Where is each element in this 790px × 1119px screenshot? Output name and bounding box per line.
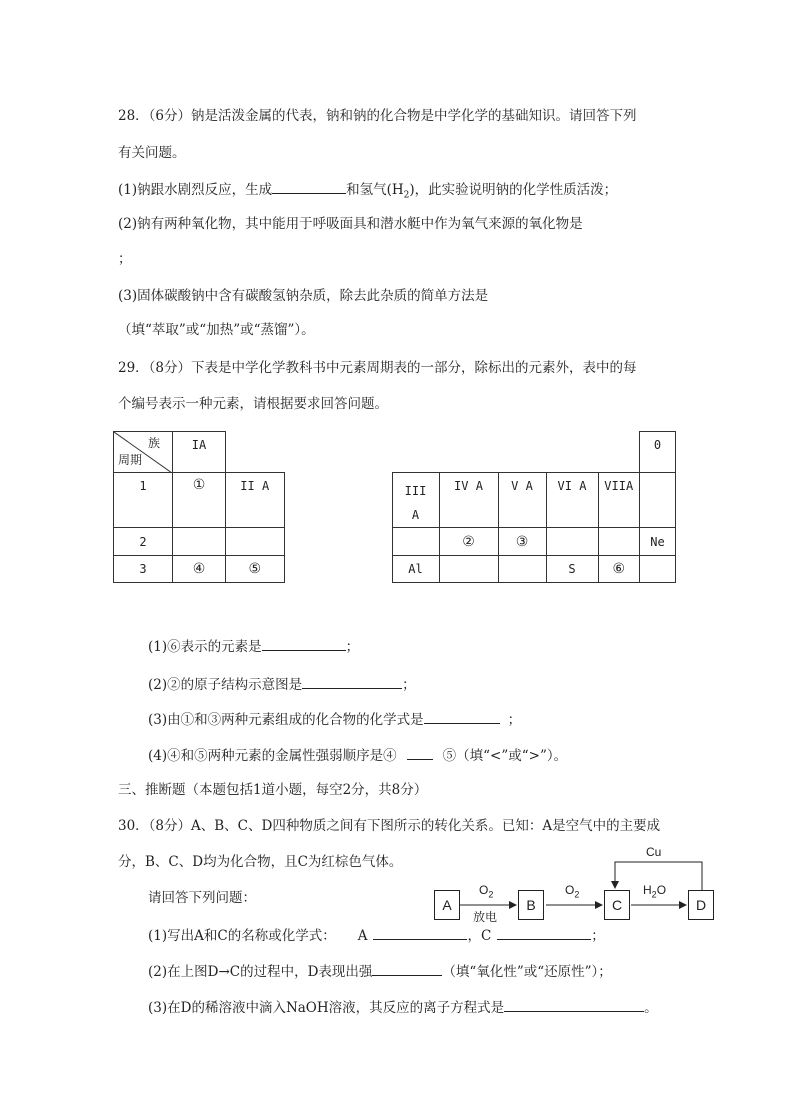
q28-part2: (2)钠有两种氧化物，其中能用于呼吸面具和潜水艇中作为氧气来源的氧化物是 xyxy=(118,216,583,232)
label-o2-second: $O_2$ xyxy=(565,883,580,900)
cell-2-18: Ne xyxy=(640,528,676,556)
q30-sub1: (1)写出A和C的名称或化学式： A ，C ； xyxy=(148,925,605,945)
group-17-header: VIIA xyxy=(598,473,640,528)
q30-header-line2: 分，B、C、D均为化合物，且C为红棕色气体。 xyxy=(118,854,403,870)
q29-sub3: (3)由①和③两种元素组成的化合物的化学式是 ； xyxy=(148,709,521,729)
corner-label-group: 族 xyxy=(147,436,160,450)
node-c: C xyxy=(604,890,630,920)
cell-2-2 xyxy=(226,528,285,556)
periodic-table xyxy=(113,431,676,583)
q30-sub3: (3)在D的稀溶液中滴入NaOH溶液，其反应的离子方程式是 。 xyxy=(148,997,658,1017)
q29-header-line2: 个编号表示一种元素，请根据要求回答问题。 xyxy=(118,396,388,412)
period-1-label: 1 xyxy=(114,473,173,528)
answer-blank[interactable] xyxy=(372,961,442,976)
cell-3-17: ⑥ xyxy=(598,556,640,583)
cell-2-14: ② xyxy=(439,528,498,556)
cell-2-16 xyxy=(546,528,598,556)
cell-1-18 xyxy=(640,473,676,528)
q29-sub1: (1)⑥表示的元素是 ； xyxy=(148,636,359,656)
answer-blank[interactable] xyxy=(262,636,346,651)
answer-blank[interactable] xyxy=(504,997,644,1012)
answer-blank[interactable] xyxy=(373,925,467,940)
q28-part1: (1)钠跟水剧烈反应，生成 和氢气$(H_2)$，此实验说明钠的化学性质活泼； xyxy=(118,179,617,205)
group-14-header: IV A xyxy=(439,473,498,528)
cell-2-15: ③ xyxy=(498,528,546,556)
node-d: D xyxy=(688,890,714,920)
cell-3-2: ⑤ xyxy=(226,556,285,583)
q30-sub2: (2)在上图D→C的过程中，D表现出强 （填“氧化性”或“还原性”）； xyxy=(148,961,612,981)
group-16-header: VI A xyxy=(546,473,598,528)
node-b: B xyxy=(518,890,544,920)
group-1-header: IA xyxy=(173,432,226,473)
label-o2-first: $O_2$ xyxy=(479,883,494,900)
answer-blank[interactable] xyxy=(407,745,433,760)
period-3-label: 3 xyxy=(114,556,173,583)
q29-sub2: (2)②的原子结构示意图是 ； xyxy=(148,674,416,694)
cell-3-16: S xyxy=(546,556,598,583)
q30-prompt: 请回答下列问题： xyxy=(148,890,256,906)
cell-2-1 xyxy=(173,528,226,556)
cell-3-15 xyxy=(498,556,546,583)
cell-1-1: ① xyxy=(173,473,226,528)
cell-2-17 xyxy=(598,528,640,556)
cell-3-14 xyxy=(439,556,498,583)
cell-2-13 xyxy=(392,528,439,556)
group-0-header: 0 xyxy=(640,432,676,473)
label-h2o: $H_2O$ xyxy=(643,883,667,900)
answer-blank[interactable] xyxy=(302,674,402,689)
q28-header-line2: 有关问题。 xyxy=(118,145,186,161)
section-3-heading: 三、推断题（本题包括1道小题，每空2分，共8分） xyxy=(118,782,428,798)
q30-header-line1: 30．（8分）A、B、C、D四种物质之间有下图所示的转化关系。已知：A是空气中的主要成 xyxy=(118,818,661,834)
q28-part2-end: ； xyxy=(118,251,132,267)
q28-part3: (3)固体碳酸钠中含有碳酸氢钠杂质，除去此杂质的简单方法是 xyxy=(118,288,489,304)
cell-3-18 xyxy=(640,556,676,583)
q28-part3-end: （填“萃取”或“加热”或“蒸馏”）。 xyxy=(118,322,315,338)
label-discharge: 放电 xyxy=(473,910,498,924)
label-cu: Cu xyxy=(646,845,662,859)
q29-sub4: (4)④和⑤两种元素的金属性强弱顺序是④ ⑤（填“<”或“>”）。 xyxy=(148,745,567,765)
corner-label-period: 周期 xyxy=(118,453,143,467)
answer-blank[interactable] xyxy=(424,709,500,724)
answer-blank[interactable] xyxy=(272,179,346,194)
group-15-header: V A xyxy=(498,473,546,528)
answer-blank[interactable] xyxy=(497,925,591,940)
group-13-header: III A xyxy=(392,473,439,528)
q29-header-line1: 29．（8分）下表是中学化学教科书中元素周期表的一部分，除标出的元素外，表中的每 xyxy=(118,360,637,376)
q28-header-line1: 28．（6分）钠是活泼金属的代表，钠和钠的化合物是中学化学的基础知识。请回答下列 xyxy=(118,108,637,124)
period-2-label: 2 xyxy=(114,528,173,556)
corner-header-cell xyxy=(114,432,173,473)
cell-3-13: Al xyxy=(392,556,439,583)
group-2-header: II A xyxy=(226,473,285,528)
cell-3-1: ④ xyxy=(173,556,226,583)
node-a: A xyxy=(434,890,460,920)
